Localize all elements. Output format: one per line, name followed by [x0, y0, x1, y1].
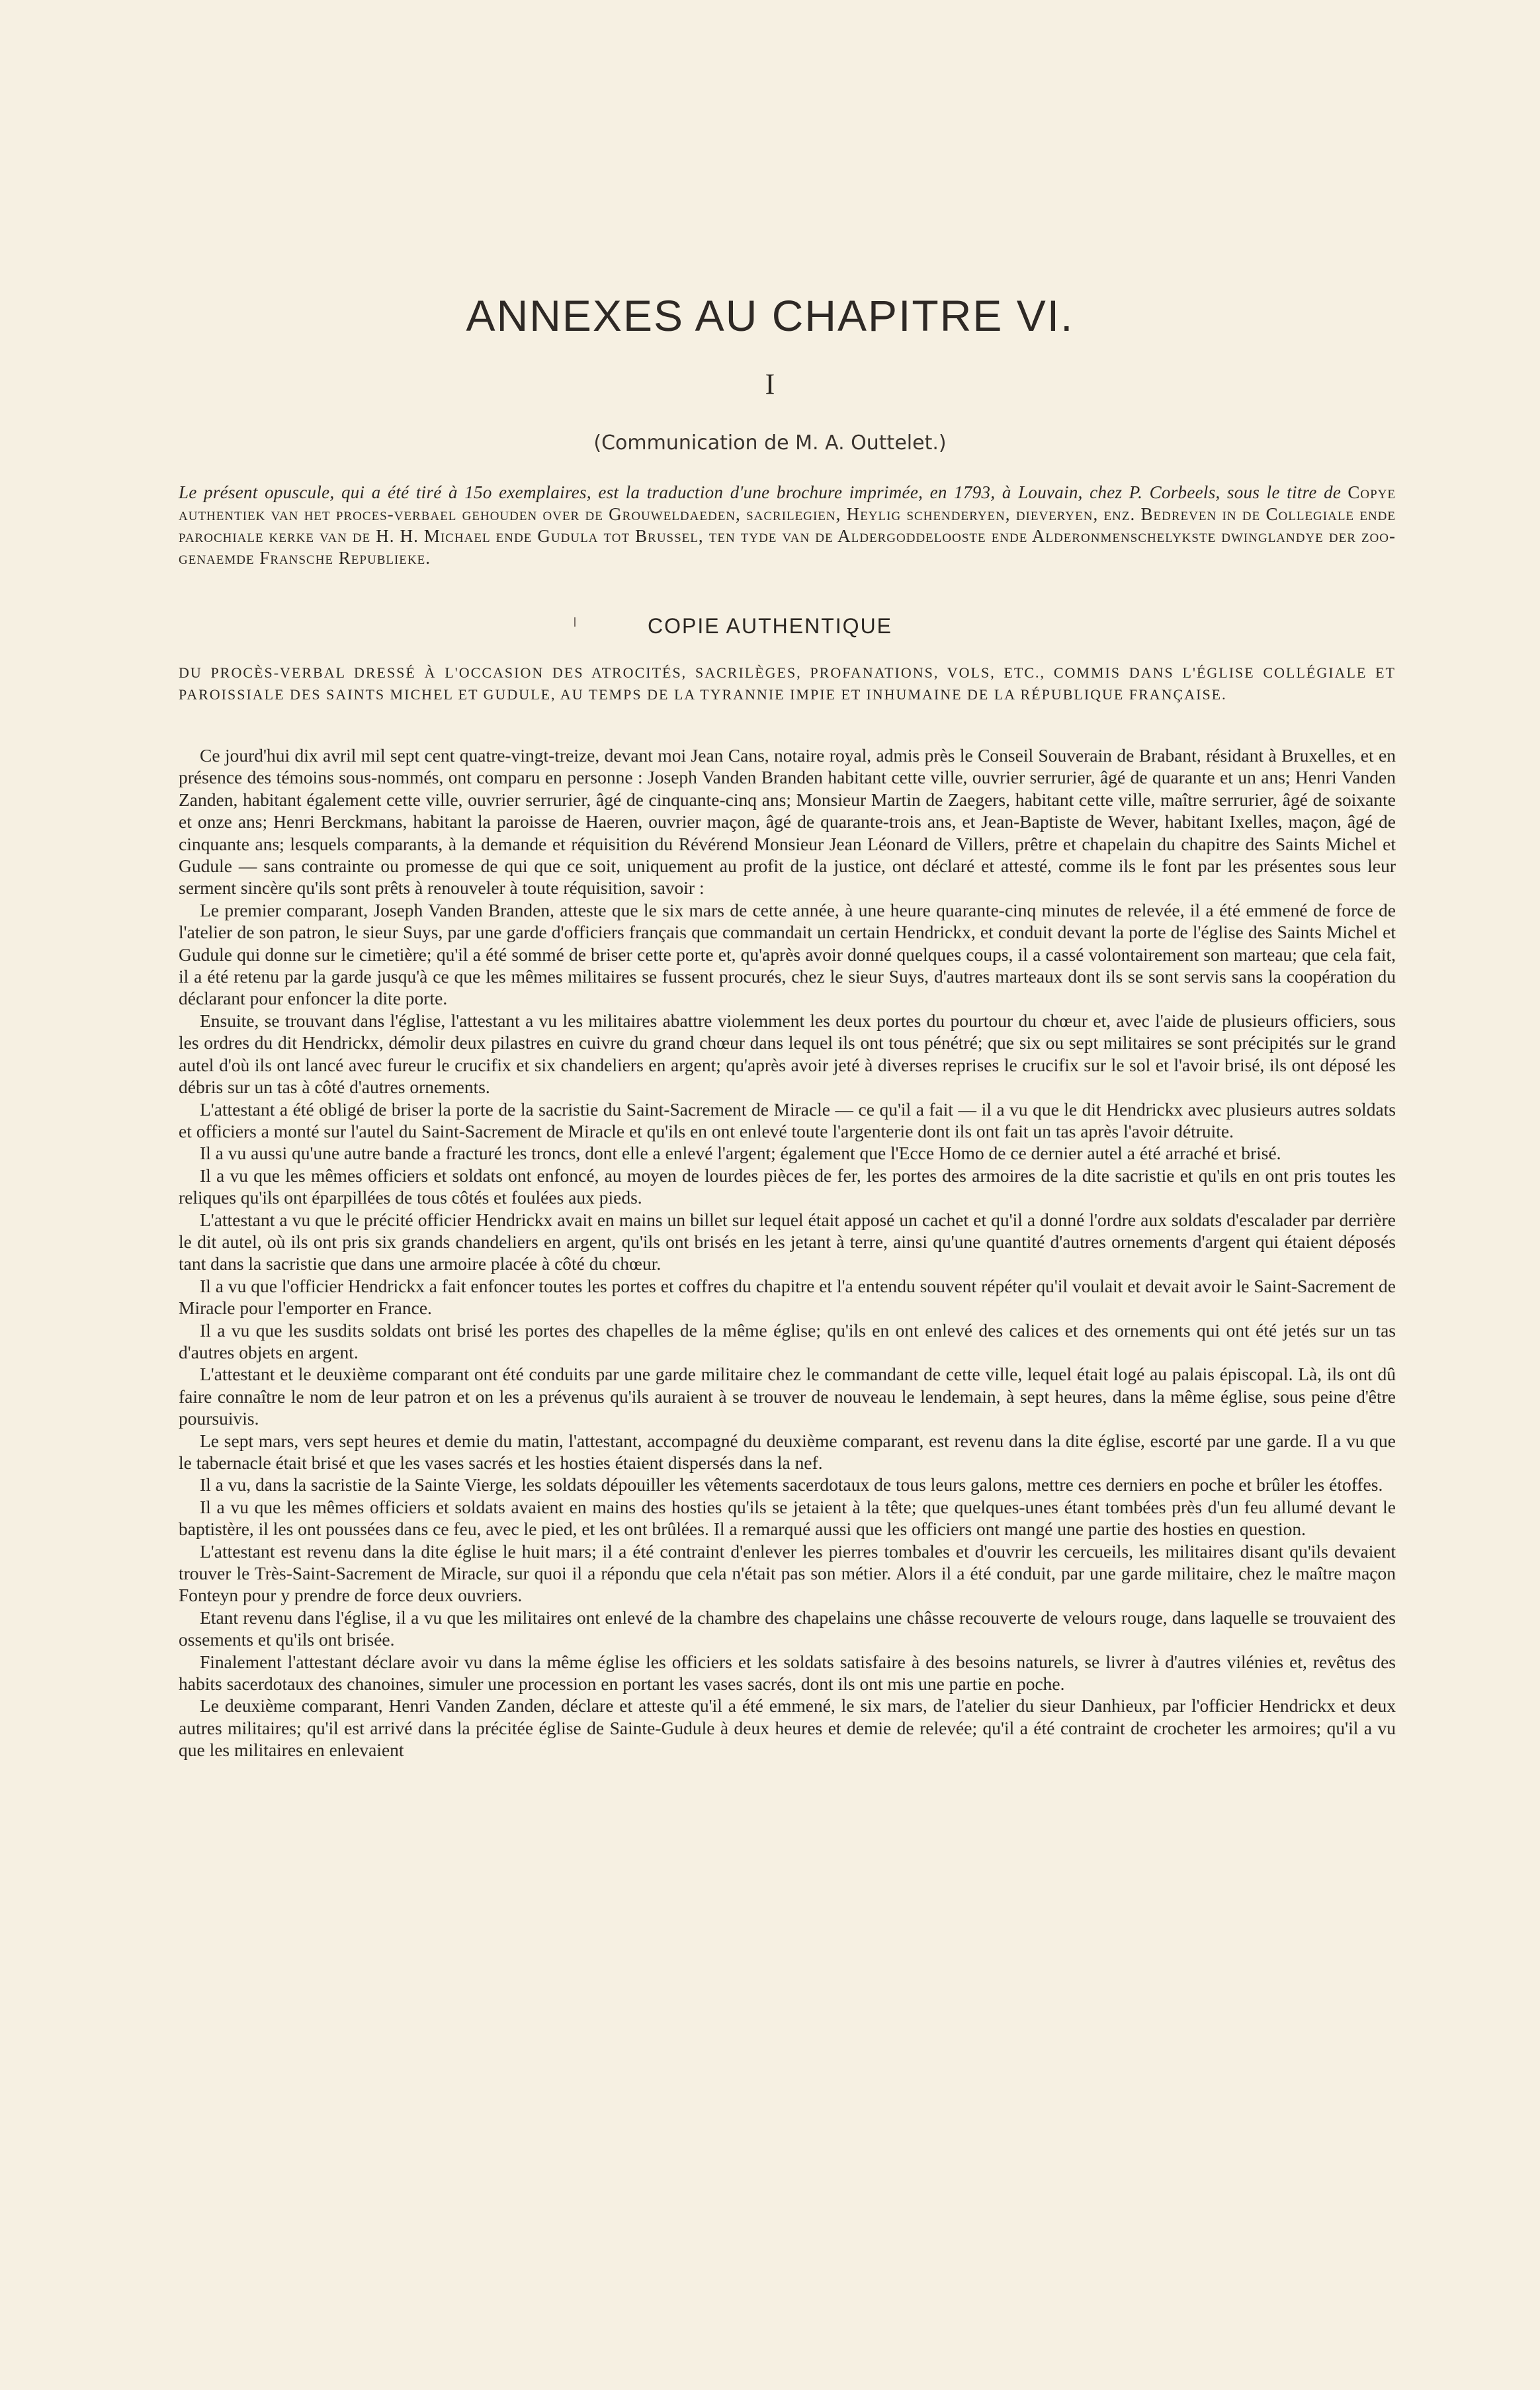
communication-line: (Communication de M. A. Outtelet.)	[593, 431, 947, 455]
intro-italic-text: Le présent opuscule, qui a été tiré à 15o exemplaires, est la traduction d'une brochure imprimée, en 1793, à Louvain, chez P. Corbeels, sous le titre de	[179, 482, 1342, 502]
intro-paragraph	[179, 482, 1396, 569]
paragraph: Ce jourd'hui dix avril mil sept cent quatre-vingt-treize, devant moi Jean Cans, notaire royal, admis près le Conseil Souverain de Brabant, résidant à Bruxelles, et en présence des témoins sous-nommés, ont comparu en personne : Joseph Vanden Branden habitant cette ville, ouvrier serrurier, âgé de quarante et un ans; Henri Vanden Zanden, habitant également cette ville, ouvrier serrurier, âgé de cinquante-cinq ans; Monsieur Martin de Zaegers, habitant cette ville, maître serrurier, âgé de soixante et onze ans; Henri Berckmans, habitant la paroisse de Haeren, ouvrier maçon, âgé de quarante-trois ans, et Jean-Baptiste de Wever, habitant Ixelles, maçon, âgé de cinquante ans; lesquels comparants, à la demande et réquisition du Révérend Monsieur Jean Léonard de Villers, prêtre et chapelain du chapitre des Saints Michel et Gudule — sans contrainte ou promesse de qui que ce soit, uniquement au profit de la justice, ont déclaré et attesté, comme ils le font par les présentes sous leur serment sincère qu'ils sont prêts à renouveler à toute réquisition, savoir :	[179, 745, 1396, 899]
paragraph: Il a vu que les mêmes officiers et soldats avaient en mains des hosties qu'ils se jetaient à la tête; que quelques-unes étant tombées près d'un feu allumé devant le baptistère, il les ont poussées dans ce feu, avec le pied, et les ont brûlées. Il a remarqué aussi que les officiers ont mangé une partie des hosties en question.	[179, 1496, 1396, 1540]
paragraph: Il a vu que les susdits soldats ont brisé les portes des chapelles de la même église; qu'ils en ont enlevé des calices et des ornements qui ont été jetés sur un tas d'autres objets en argent.	[179, 1319, 1396, 1362]
body-text	[179, 744, 1396, 1761]
paragraph: Il a vu, dans la sacristie de la Sainte Vierge, les soldats dépouiller les vêtements sacerdotaux de tous leurs galons, mettre ces derniers en poche et brûler les étoffes.	[200, 1474, 1383, 1495]
paragraph: L'attestant a vu que le précité officier Hendrickx avait en mains un billet sur lequel était apposé un cachet et qu'il a donné l'ordre aux soldats d'escalader par derrière le dit autel, où ils ont pris six grands chandeliers en argent, qu'ils ont brisés en les jetant à terre, ainsi qu'une quantité d'autres ornements d'argent qui étaient déposés tant dans la sacristie que dans une armoire placée à côté du chœur.	[179, 1209, 1396, 1274]
paragraph: Le deuxième comparant, Henri Vanden Zanden, déclare et atteste qu'il a été emmené, le six mars, de l'atelier du sieur Danhieux, par l'officier Hendrickx et deux autres militaires; qu'il est arrivé dans la précitée église de Sainte-Gudule à deux heures et demie de relevée; qu'il a été contraint de crocheter les armoires; qu'il a vu que les militaires en enlevaient	[179, 1695, 1396, 1761]
paragraph: L'attestant a été obligé de briser la porte de la sacristie du Saint-Sacrement de Miracle — ce qu'il a fait — il a vu que le dit Hendrickx avec plusieurs autres soldats et officiers a monté sur l'autel du Saint-Sacrement de Miracle et qu'ils en ont enlevé toute l'argenterie dont ils ont fait un tas après l'avoir détruite.	[179, 1098, 1396, 1141]
paragraph: Il a vu que les mêmes officiers et soldats ont enfoncé, au moyen de lourdes pièces de fer, les portes des armoires de la dite sacristie et qu'ils en ont pris toutes les reliques qu'ils ont éparpillées de tous côtés et foulées aux pieds.	[179, 1165, 1396, 1208]
copie-heading: COPIE AUTHENTIQUE	[647, 614, 893, 638]
annex-numeral: I	[765, 368, 775, 400]
paragraph: Etant revenu dans l'église, il a vu que les militaires ont enlevé de la chambre des chapelains une châsse recouverte de velours rouge, dans laquelle se trouvaient des ossements et qu'ils ont brisée.	[179, 1607, 1396, 1650]
paragraph: Le sept mars, vers sept heures et demie du matin, l'attestant, accompagné du deuxième comparant, est revenu dans la dite église, escorté par une garde. Il a vu que le tabernacle était brisé et que les vases sacrés et les hosties étaient dispersés dans la nef.	[179, 1430, 1396, 1473]
proces-verbal-subtitle: DU PROCÈS-VERBAL DRESSÉ À L'OCCASION DES ATROCITÉS, SACRILÈGES, PROFANATIONS, VOLS, ETC., COMMIS DANS L'ÉGLISE COLLÉGIALE ET PAROISSIALE DES SAINTS MICHEL ET GUDULE, AU TEMPS DE LA TYRANNIE IMPIE ET INHUMAINE DE LA RÉPUBLIQUE FRANÇAISE.	[179, 664, 1396, 703]
paragraph: Il a vu que l'officier Hendrickx a fait enfoncer toutes les portes et coffres du chapitre et l'a entendu souvent répéter qu'il voulait et devait avoir le Saint-Sacrement de Miracle pour l'emporter en France.	[179, 1275, 1396, 1319]
paragraph: Finalement l'attestant déclare avoir vu dans la même église les officiers et les soldats satisfaire à des besoins naturels, se livrer à d'autres vilénies et, revêtus des habits sacerdotaux des chanoines, simuler une procession en portant les vases sacrés, dont ils ont mis une partie en poche.	[179, 1651, 1396, 1695]
paragraph: Le premier comparant, Joseph Vanden Branden, atteste que le six mars de cette année, à une heure quarante-cinq minutes de relevée, il a été emmené de force de l'atelier de son patron, le sieur Suys, par une garde d'officiers français que commandait un certain Hendrickx, et conduit devant la porte de l'église des Saints Michel et Gudule qui donne sur le cimetière; qu'il a été sommé de briser cette porte et, qu'après avoir donné quelques coups, il a cassé volontairement son marteau; que cela fait, il a été retenu par la garde jusqu'à ce que les mêmes militaires se fussent procurés, chez le sieur Suys, d'autres marteaux dont ils se sont servis sans la coopération du déclarant pour enfoncer la dite porte.	[179, 899, 1396, 1009]
intro-dutch-title: Copye authentiek van het proces-verbael gehouden over de Grouweldaeden, sacrilegien, Heylig schenderyen, dieveryen, enz. Bedreven in de Collegiale ende parochiale kerke van de H. H. Michael ende Gudula tot Brussel, ten tyde van de Aldergoddelooste ende Alderonmenschelykste dwinglandye der zoo-genaemde Fransche Republieke.	[179, 482, 1396, 568]
paragraph: Ensuite, se trouvant dans l'église, l'attestant a vu les militaires abattre violemment les deux portes du pourtour du chœur et, avec l'aide de plusieurs officiers, sous les ordres du dit Hendrickx, démolir deux pilastres en cuivre du grand chœur dans lequel ils ont tous pénétré; que six ou sept militaires se sont précipités sur le grand autel d'où ils ont lancé avec fureur le crucifix et six chandeliers en argent; qu'après avoir jeté à diverses reprises le crucifix sur le sol et l'avoir brisé, ils ont déposé les débris sur un tas à côté d'autres ornements.	[179, 1010, 1396, 1098]
chapter-title: ANNEXES AU CHAPITRE VI.	[466, 291, 1074, 341]
paragraph: Il a vu aussi qu'une autre bande a fracturé les troncs, dont elle a enlevé l'argent; également que l'Ecce Homo de ce dernier autel a été arraché et brisé.	[200, 1143, 1281, 1164]
paragraph: L'attestant est revenu dans la dite église le huit mars; il a été contraint d'enlever les pierres tombales et d'ouvrir les cercueils, les militaires disant qu'ils devaient trouver le Très-Saint-Sacrement de Miracle, sur quoi il a répondu que cela n'était pas son métier. Alors il a été conduit, par une garde militaire, chez le maître maçon Fonteyn pour y prendre de force deux ouvriers.	[179, 1540, 1396, 1606]
paragraph: L'attestant et le deuxième comparant ont été conduits par une garde militaire chez le commandant de cette ville, lequel était logé au palais épiscopal. Là, ils ont dû faire connaître le nom de leur patron et on les a prévenus qu'ils auraient à se trouver de nouveau le lendemain, à sept heures, dans la même église, sous peine d'être poursuivis.	[179, 1364, 1396, 1429]
